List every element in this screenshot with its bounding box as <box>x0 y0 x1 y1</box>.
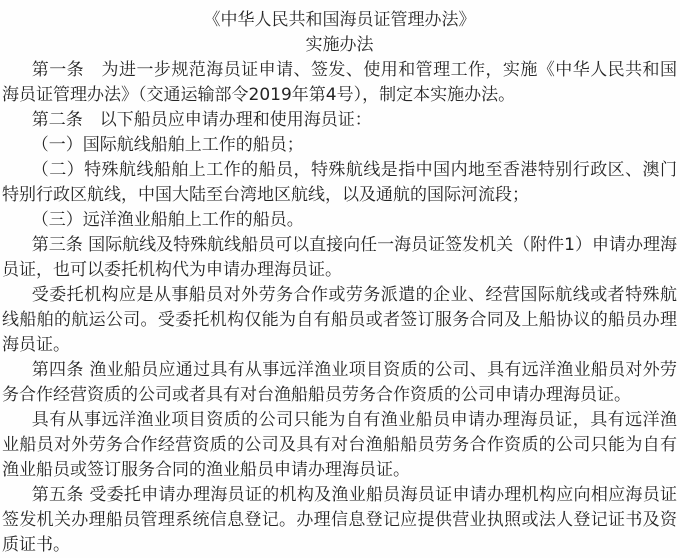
paragraph-article-5: 第五条 受委托申请办理海员证的机构及渔业船员海员证申请办理机构应向相应海员证签发机关办理船员管理系统信息登记。办理信息登记应提供营业执照或法人登记证书及资质证书。 <box>2 485 677 555</box>
paragraph-article-1: 第一条 为进一步规范海员证申请、签发、使用和管理工作，实施《中华人民共和国海员证管理办法》（交通运输部令2019年第4号），制定本实施办法。 <box>2 60 677 105</box>
paragraph-article-4: 第四条 渔业船员应通过具有从事远洋渔业项目资质的公司、具有远洋渔业船员对外劳务合作经营资质的公司或者具有对台渔船船员劳务合作资质的公司申请办理海员证。 <box>2 360 677 405</box>
document-body <box>2 58 677 558</box>
paragraph-article-2-item-2: （二）特殊航线船舶上工作的船员，特殊航线是指中国内地至香港特别行政区、澳门特别行政区航线，中国大陆至台湾地区航线，以及通航的国际河流段； <box>2 160 677 205</box>
paragraph-article-2-item-3: （三）远洋渔业船舶上工作的船员。 <box>31 210 304 230</box>
paragraph-article-2: 第二条 以下船员应申请办理和使用海员证： <box>31 110 372 130</box>
paragraph-article-2-item-1: （一）国际航线船舶上工作的船员； <box>31 135 304 155</box>
paragraph-article-3: 第三条 国际航线及特殊航线船员可以直接向任一海员证签发机关（附件1）申请办理海员证，也可以委托机构代为申请办理海员证。 <box>2 235 677 280</box>
paragraph-article-3-continued: 受委托机构应是从事船员对外劳务合作或劳务派遣的企业、经营国际航线或者特殊航线船舶的航运公司。受委托机构仅能为自有船员或者签订服务合同及上船协议的船员办理海员证。 <box>2 285 677 355</box>
paragraph-article-4-continued: 具有从事远洋渔业项目资质的公司只能为自有渔业船员申请办理海员证，具有远洋渔业船员对外劳务合作经营资质的公司及具有对台渔船船员劳务合作资质的公司只能为自有渔业船员或签订服务合同的渔业船员申请办理海员证。 <box>2 410 677 480</box>
document-title: 《中华人民共和国海员证管理办法》 <box>203 10 476 30</box>
document-subtitle: 实施办法 <box>305 35 374 55</box>
